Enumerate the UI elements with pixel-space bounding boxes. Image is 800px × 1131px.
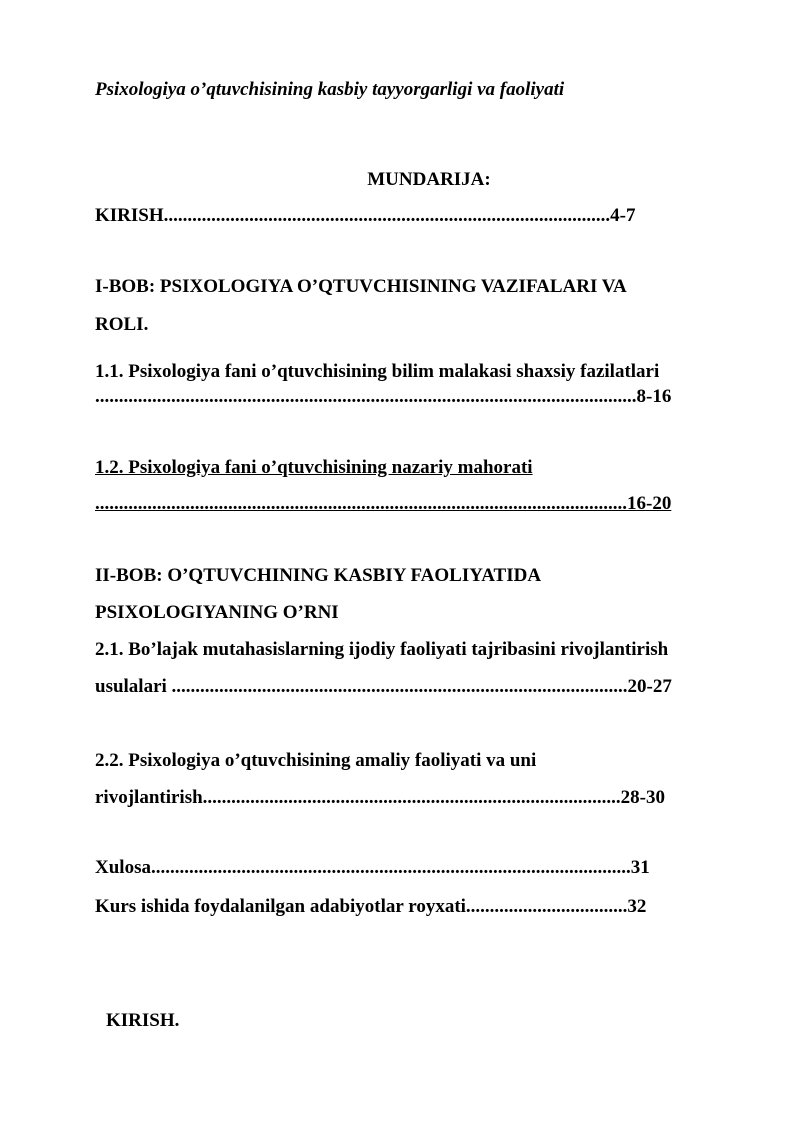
toc-chapter1-line1: I-BOB: PSIXOLOGIYA O’QTUVCHISINING VAZIFALARI VA: [95, 276, 627, 297]
toc-chapter1-line2: ROLI.: [95, 314, 149, 335]
toc-entry-bibliography: Kurs ishida foydalanilgan adabiyotlar royxati..................................32: [95, 896, 647, 917]
toc-entry-conclusion: Xulosa.....................................................................................................31: [95, 857, 650, 878]
toc-heading: MUNDARIJA:: [367, 169, 491, 190]
document-subtitle: Psixologiya o’qtuvchisining kasbiy tayyorgarligi va faoliyati: [95, 79, 565, 100]
toc-section-1-1-title: 1.1. Psixologiya fani o’qtuvchisining bilim malakasi shaxsiy fazilatlari: [95, 361, 660, 382]
toc-section-2-2-pages: rivojlantirish........................................................................................28-30: [95, 787, 665, 808]
toc-chapter2-line2: PSIXOLOGIYANING O’RNI: [95, 602, 339, 623]
toc-section-1-2-title: 1.2. Psixologiya fani o’qtuvchisining nazariy mahorati: [95, 457, 533, 478]
toc-entry-intro: KIRISH..............................................................................................4-7: [95, 205, 636, 226]
toc-section-1-1-pages: ..................................................................................................................8-16: [95, 386, 672, 407]
toc-section-2-1-pages: usulalari ................................................................................................20-27: [95, 676, 672, 697]
toc-section-2-1-title: 2.1. Bo’lajak mutahasislarning ijodiy faoliyati tajribasini rivojlantirish: [95, 639, 669, 660]
section-heading-intro: KIRISH.: [106, 1010, 180, 1031]
toc-section-2-2-title: 2.2. Psixologiya o’qtuvchisining amaliy faoliyati va uni: [95, 750, 537, 771]
toc-chapter2-line1: II-BOB: O’QTUVCHINING KASBIY FAOLIYATIDA: [95, 565, 542, 586]
toc-section-1-2-pages: ................................................................................................................16-20: [95, 493, 672, 514]
